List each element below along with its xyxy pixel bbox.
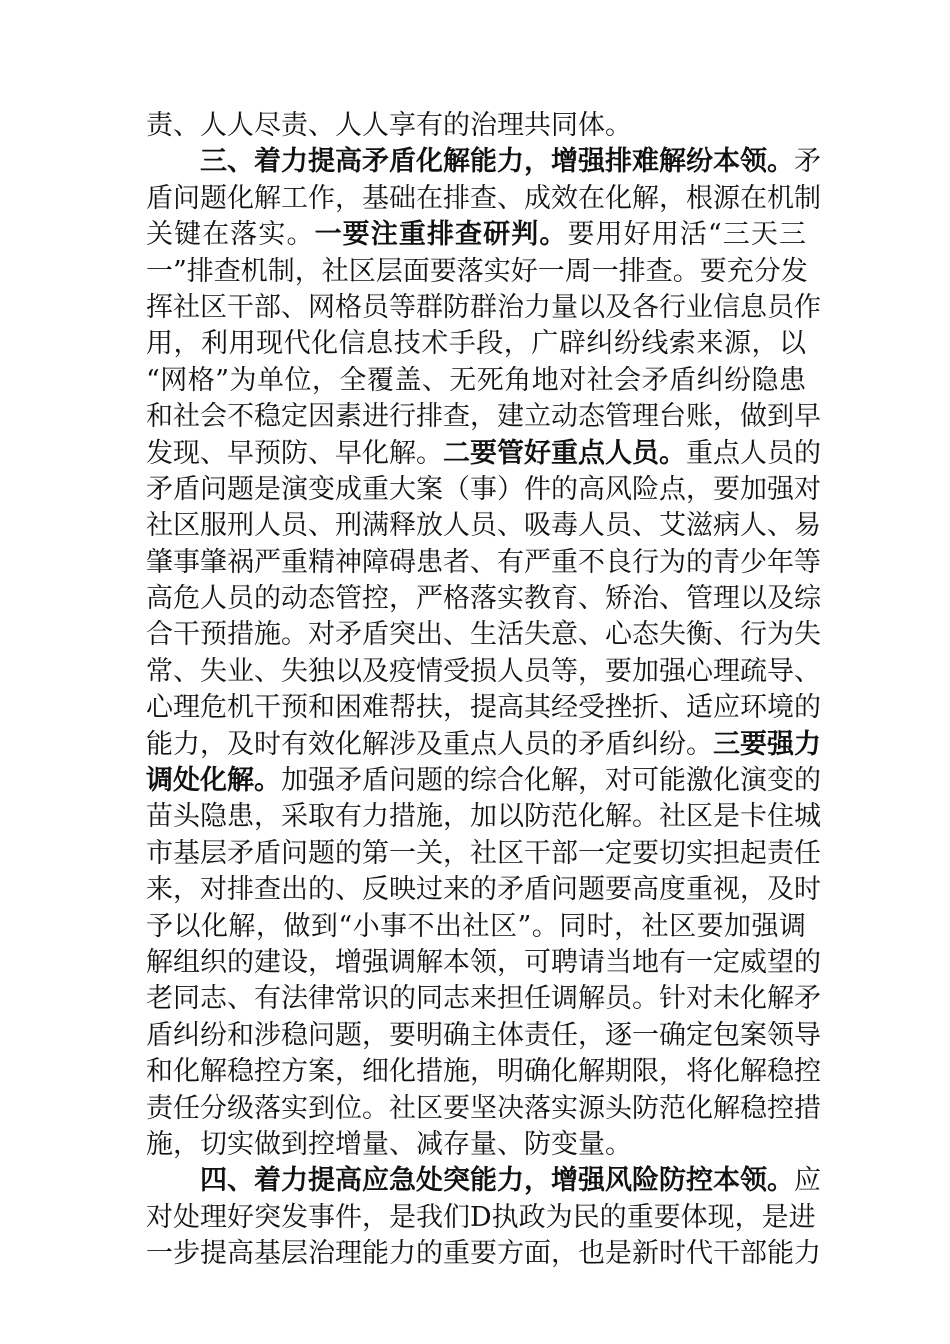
text-line [146,363,806,399]
body-text: 市基层矛盾问题的第一关，社区干部一定要切实担起责任 [146,837,821,869]
bold-heading-text: 三、着力提高矛盾化解能力，增强排难解纷本领。 [200,146,794,178]
body-text: 用，利用现代化信息技术手段，广辟纠纷线索来源，以 [146,328,806,360]
text-line [146,108,806,144]
body-text: 一”排查机制，社区层面要落实好一周一排查。要充分发 [146,255,808,287]
text-line [146,945,821,981]
text-line [146,1127,806,1163]
body-text: 矛盾问题是演变成重大案（事）件的高风险点，要加强对 [146,473,821,505]
text-line [146,1163,821,1199]
body-text: 发现、早预防、早化解。 [146,437,443,469]
text-line [146,981,821,1017]
text-line [146,1054,821,1090]
body-text: 解组织的建设，增强调解本领，可聘请当地有一定威望的 [146,946,821,978]
bold-heading-text: 四、着力提高应急处突能力，增强风险防控本领。 [200,1165,794,1197]
bold-heading-text: 二要管好重点人员。 [443,437,686,469]
body-text: 盾问题化解工作，基础在排查、成效在化解，根源在机制 [146,182,821,214]
text-line [146,472,821,508]
body-text: 心理危机干预和困难帮扶，提高其经受挫折、适应环境的 [146,692,821,724]
text-line [146,399,821,435]
body-text: 予以化解，做到“小事不出社区”。同时，社区要加强调 [146,910,806,942]
body-text: 能力，及时有效化解涉及重点人员的矛盾纠纷。 [146,728,713,760]
body-text: 关键在落实。 [146,219,315,251]
body-text: 责任分级落实到位。社区要坚决落实源头防范化解稳控措 [146,1092,821,1124]
text-line [146,581,821,617]
body-text: 施，切实做到控增量、减存量、防变量。 [146,1128,632,1160]
text-line [146,1018,821,1054]
text-line [146,545,821,581]
body-text: 老同志、有法律常识的同志来担任调解员。针对未化解矛 [146,983,821,1015]
body-text: 应 [794,1165,821,1197]
text-line [146,654,821,690]
body-text: 苗头隐患，采取有力措施，加以防范化解。社区是卡住城 [146,801,821,833]
text-line [146,799,821,835]
body-text: 加强矛盾问题的综合化解，对可能激化演变的 [281,765,821,797]
text-line [146,181,821,217]
text-line [146,1236,821,1272]
body-text: 合干预措施。对矛盾突出、生活失意、心态失衡、行为失 [146,619,821,651]
text-line [146,254,806,290]
text-line [146,217,806,253]
body-text: 挥社区干部、网格员等群防群治力量以及各行业信息员作 [146,291,821,323]
bold-heading-text: 三要强力 [713,728,821,760]
text-line [146,144,821,180]
text-line [146,1091,821,1127]
text-line [146,836,821,872]
document-body [146,108,821,1273]
body-text: 矛 [794,146,821,178]
body-text: 来，对排查出的、反映过来的矛盾问题要高度重视，及时 [146,874,821,906]
text-line [146,290,821,326]
text-line [146,909,806,945]
body-text: 常、失业、失独以及疫情受损人员等，要加强心理疏导、 [146,655,821,687]
text-line [146,690,821,726]
text-line [146,872,821,908]
body-text: 和化解稳控方案，细化措施，明确化解期限，将化解稳控 [146,1056,821,1088]
text-line [146,763,821,799]
text-line [146,508,821,544]
text-line [146,326,806,362]
text-line [146,1200,816,1236]
body-text: 责、人人尽责、人人享有的治理共同体。 [146,110,632,141]
body-text: 一步提高基层治理能力的重要方面，也是新时代干部能力 [146,1238,821,1270]
body-text: 对处理好突发事件，是我们D执政为民的重要体现，是进 [146,1201,816,1233]
body-text: 重点人员的 [686,437,821,469]
text-line [146,727,821,763]
body-text: 盾纠纷和涉稳问题，要明确主体责任，逐一确定包案领导 [146,1019,821,1051]
text-line [146,436,821,472]
body-text: 高危人员的动态管控，严格落实教育、矫治、管理以及综 [146,583,821,615]
body-text: 肇事肇祸严重精神障碍患者、有严重不良行为的青少年等 [146,546,821,578]
body-text: “网格”为单位，全覆盖、无死角地对社会矛盾纠纷隐患 [146,364,806,396]
body-text: 和社会不稳定因素进行排查，建立动态管理台账，做到早 [146,401,821,433]
text-line [146,617,821,653]
body-text: 社区服刑人员、刑满释放人员、吸毒人员、艾滋病人、易 [146,510,821,542]
bold-heading-text: 一要注重排查研判。 [314,219,568,251]
body-text: 要用好用活“三天三 [567,219,807,251]
bold-heading-text: 调处化解。 [146,765,281,797]
